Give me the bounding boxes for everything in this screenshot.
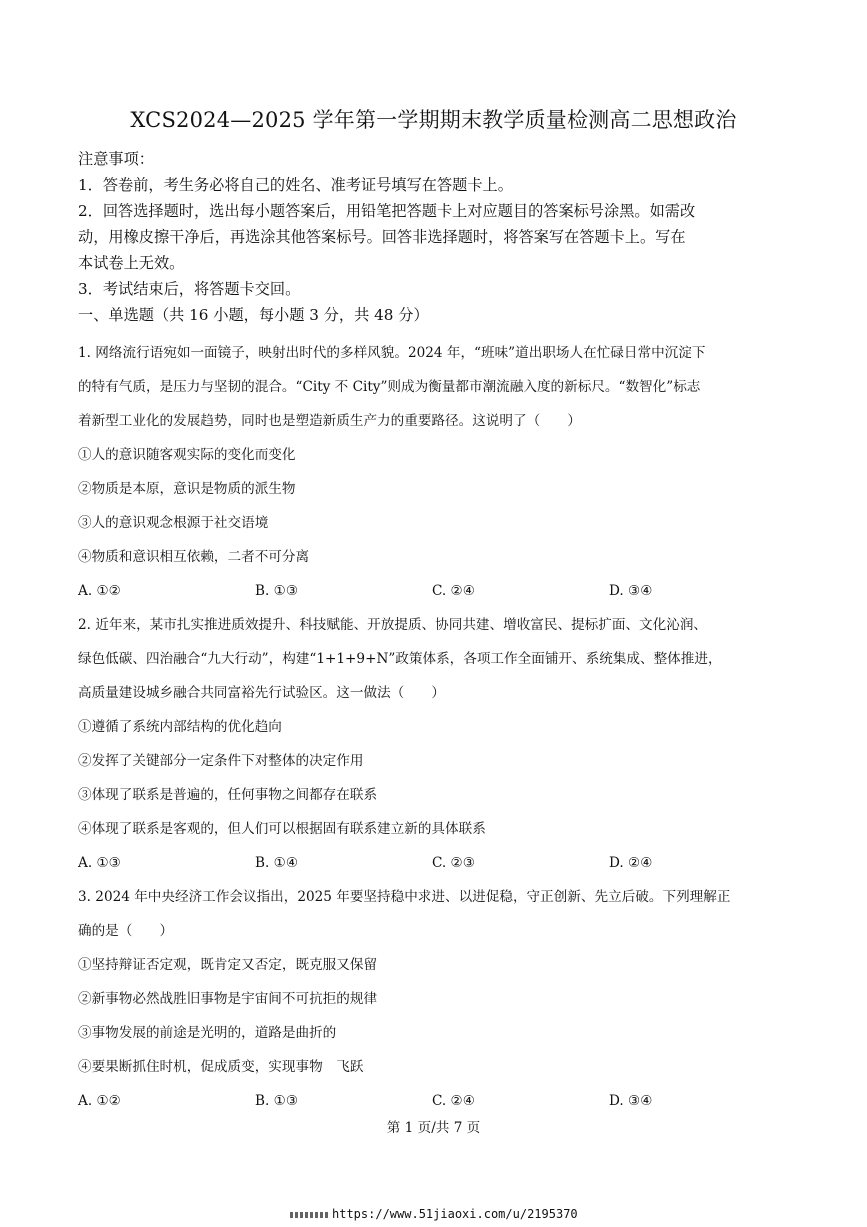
choice-a: A. ①② bbox=[78, 583, 121, 599]
statement-option: ②新事物必然战胜旧事物是宇宙间不可抗拒的规律 bbox=[78, 991, 378, 1007]
exam-title: XCS2024—2025 学年第一学期期末教学质量检测高二思想政治 bbox=[130, 108, 737, 132]
notes-line: 动，用橡皮擦干净后，再选涂其他答案标号。回答非选择题时，将答案写在答题卡上。写在 bbox=[78, 228, 686, 246]
question-1 bbox=[78, 336, 798, 608]
statement-option: ④体现了联系是客观的，但人们可以根据固有联系建立新的具体联系 bbox=[78, 821, 486, 837]
choice-a: A. ①② bbox=[78, 1093, 121, 1109]
notes-heading: 注意事项： bbox=[78, 150, 154, 168]
choice-b: B. ①③ bbox=[255, 1093, 299, 1109]
answer-choices bbox=[78, 574, 798, 608]
question-stem-line: 绿色低碳、四治融合“九大行动”，构建“1+1+9+N”政策体系，各项工作全面铺开、系统集成、整体推进， bbox=[78, 651, 722, 667]
question-stem-line: 高质量建设城乡融合共同富裕先行试验区。这一做法（ ） bbox=[78, 685, 446, 701]
page-number: 第 1 页/共 7 页 bbox=[386, 1120, 481, 1136]
choice-c: C. ②③ bbox=[432, 855, 475, 871]
choice-a: A. ①③ bbox=[78, 855, 121, 871]
statement-option: ②物质是本原，意识是物质的派生物 bbox=[78, 481, 296, 497]
question-2 bbox=[78, 608, 798, 880]
answer-choices bbox=[78, 846, 798, 880]
question-stem-line: 着新型工业化的发展趋势，同时也是塑造新质生产力的重要路径。这说明了（ ） bbox=[78, 413, 581, 429]
statement-option: ①坚持辩证否定观，既肯定又否定，既克服又保留 bbox=[78, 957, 378, 973]
question-stem-line: 1. 网络流行语宛如一面镜子，映射出时代的多样风貌。2024 年，“班味”道出职场人在忙碌日常中沉淀下 bbox=[78, 345, 706, 361]
watermark-url: https://www.51jiaoxi.com/u/2195370 bbox=[332, 1207, 578, 1221]
notes-line: 1．答卷前，考生务必将自己的姓名、准考证号填写在答题卡上。 bbox=[78, 176, 513, 194]
watermark-dots-icon bbox=[290, 1212, 328, 1218]
choice-b: B. ①④ bbox=[255, 855, 299, 871]
question-stem-line: 的特有气质，是压力与坚韧的混合。“City 不 City”则成为衡量都市潮流融入度的新标尺。“数智化”标志 bbox=[78, 379, 701, 395]
choice-d: D. ③④ bbox=[609, 583, 653, 599]
question-3 bbox=[78, 880, 798, 1118]
statement-option: ①人的意识随客观实际的变化而变化 bbox=[78, 447, 296, 463]
answer-choices bbox=[78, 1084, 798, 1118]
choice-d: D. ③④ bbox=[609, 1093, 653, 1109]
choice-c: C. ②④ bbox=[432, 583, 475, 599]
choice-b: B. ①③ bbox=[255, 583, 299, 599]
statement-option: ②发挥了关键部分一定条件下对整体的决定作用 bbox=[78, 753, 364, 769]
question-stem-line: 2. 近年来，某市扎实推进质效提升、科技赋能、开放提质、协同共建、增收富民、提标扩面、文化沁润、 bbox=[78, 617, 708, 633]
notes-line: 3．考试结束后，将答题卡交回。 bbox=[78, 280, 301, 298]
watermark bbox=[290, 1207, 578, 1221]
statement-option: ④要果断抓住时机，促成质变，实现事物 飞跃 bbox=[78, 1059, 364, 1075]
statement-option: ④物质和意识相互依赖，二者不可分离 bbox=[78, 549, 310, 565]
choice-d: D. ②④ bbox=[609, 855, 653, 871]
notes-block bbox=[78, 146, 798, 302]
notes-line: 2．回答选择题时，选出每小题答案后，用铅笔把答题卡上对应题目的答案标号涂黑。如需改 bbox=[78, 202, 696, 220]
question-list bbox=[78, 336, 798, 1118]
choice-c: C. ②④ bbox=[432, 1093, 475, 1109]
statement-option: ③体现了联系是普遍的，任何事物之间都存在联系 bbox=[78, 787, 378, 803]
statement-option: ③人的意识观念根源于社交语境 bbox=[78, 515, 269, 531]
question-stem-line: 3. 2024 年中央经济工作会议指出，2025 年要坚持稳中求进、以进促稳，守正创新、先立后破。下列理解正 bbox=[78, 889, 731, 905]
section-heading: 一、单选题（共 16 小题，每小题 3 分，共 48 分） bbox=[78, 306, 429, 324]
statement-option: ①遵循了系统内部结构的优化趋向 bbox=[78, 719, 282, 735]
statement-option: ③事物发展的前途是光明的，道路是曲折的 bbox=[78, 1025, 337, 1041]
question-stem-line: 确的是（ ） bbox=[78, 923, 174, 939]
notes-line: 本试卷上无效。 bbox=[78, 254, 185, 272]
